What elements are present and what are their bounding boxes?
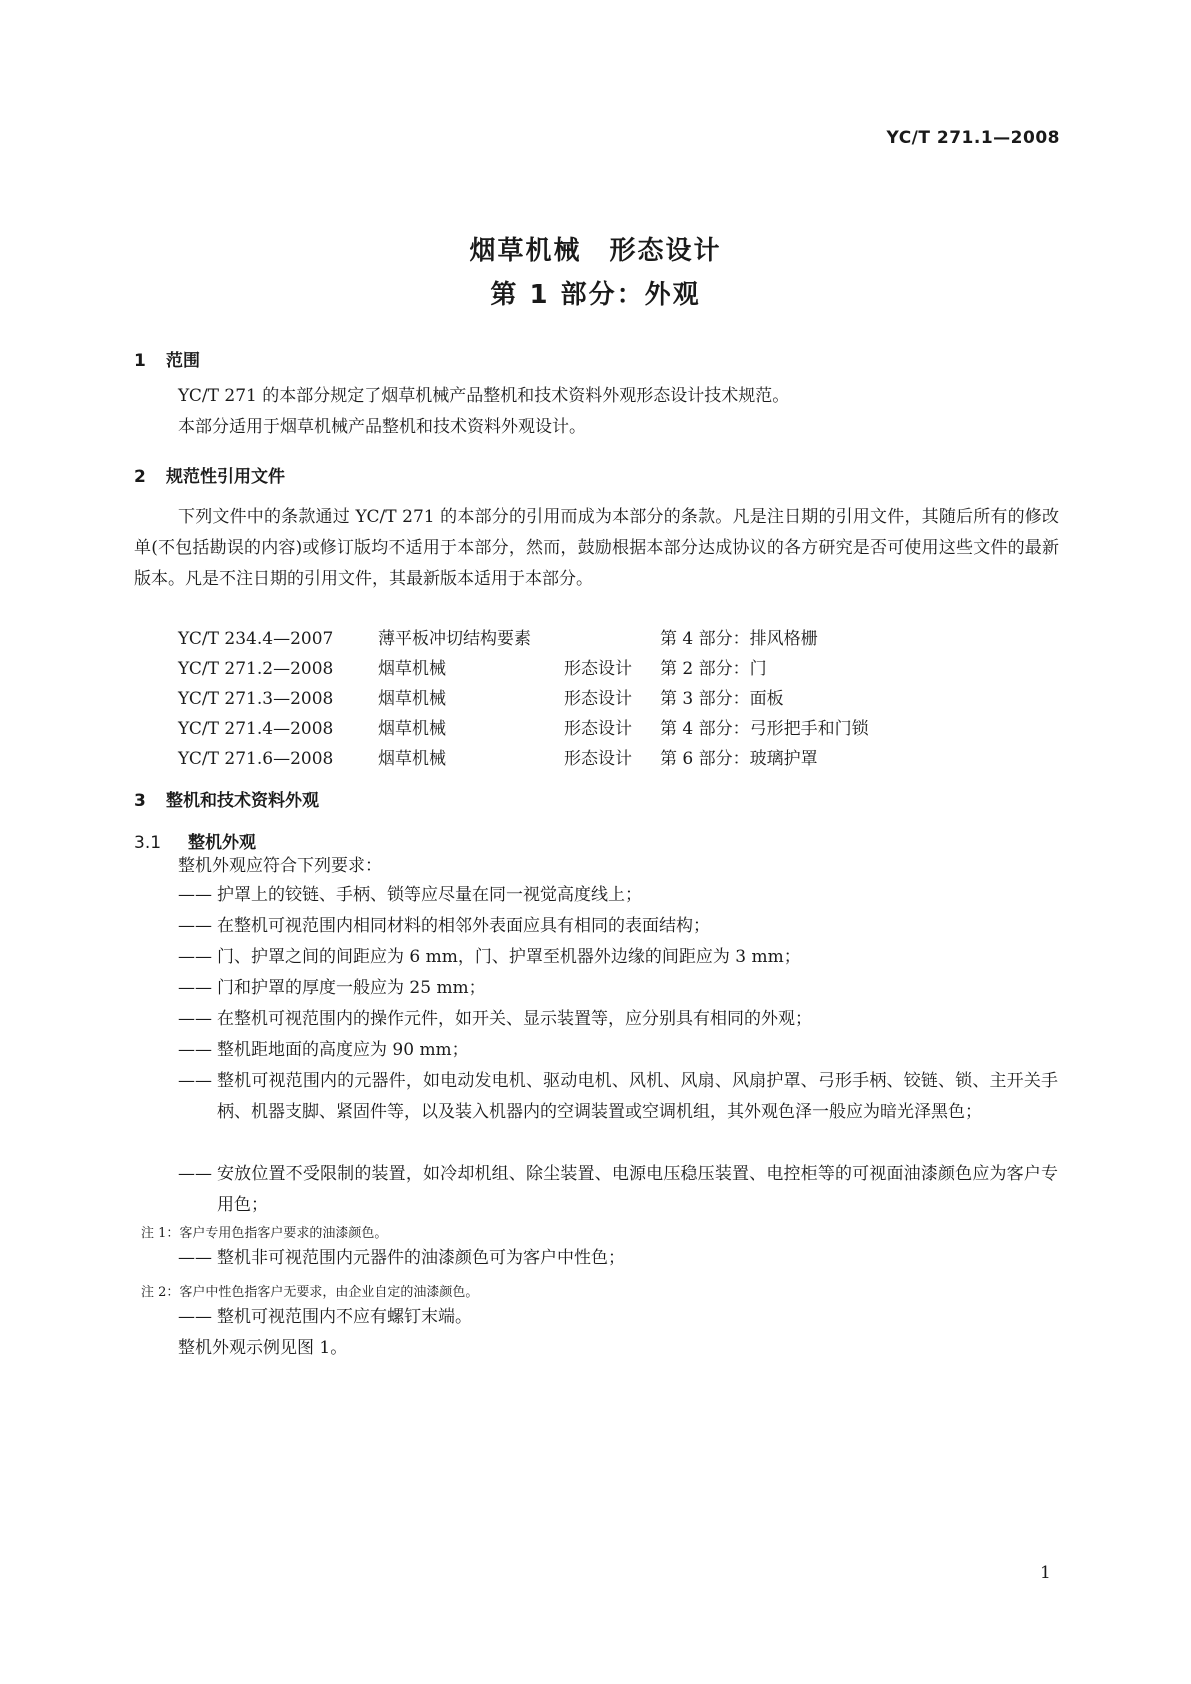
list-item: [178, 1159, 1058, 1221]
reference-line: [178, 624, 818, 649]
reference-code: YC/T 234.4—2007: [178, 629, 334, 649]
list-item: [178, 911, 1058, 942]
subsection-number: 3.1: [134, 833, 162, 853]
section-title: 规范性引用文件: [166, 467, 285, 487]
list-item: [178, 973, 1058, 1004]
dash-marker: ——: [178, 947, 212, 967]
reference-part: 第 4 部分：弓形把手和门锁: [660, 719, 869, 739]
reference-line: [178, 654, 767, 679]
reference-title: 烟草机械: [378, 689, 446, 709]
reference-line: [178, 714, 869, 739]
dash-marker: ——: [178, 1009, 212, 1029]
list-item-text: 在整机可视范围内的操作元件，如开关、显示装置等，应分别具有相同的外观；: [217, 1009, 812, 1029]
list-item: [178, 942, 1058, 973]
list-item: [178, 1004, 1058, 1035]
reference-part: 第 2 部分：门: [660, 659, 767, 679]
list-item-text: 整机距地面的高度应为 90 mm；: [217, 1040, 469, 1060]
reference-part: 第 4 部分：排风格栅: [660, 629, 818, 649]
reference-subtitle: 形态设计: [564, 719, 632, 739]
dash-marker: ——: [178, 978, 212, 998]
scope-paragraph-2: 本部分适用于烟草机械产品整机和技术资料外观设计。: [178, 417, 586, 437]
reference-code: YC/T 271.3—2008: [178, 689, 334, 709]
section-number: 1: [134, 351, 146, 371]
section-2-heading: [134, 462, 285, 487]
dash-marker: ——: [178, 1248, 212, 1268]
reference-title: 薄平板冲切结构要素: [378, 629, 531, 649]
section-number: 3: [134, 791, 146, 811]
list-item: [178, 1035, 1058, 1066]
list-item-text: 门和护罩的厚度一般应为 25 mm；: [217, 978, 486, 998]
reference-subtitle: 形态设计: [564, 659, 632, 679]
reference-code: YC/T 271.2—2008: [178, 659, 334, 679]
list-item-text: 整机可视范围内不应有螺钉末端。: [217, 1307, 472, 1327]
document-subtitle: 第 1 部分：外观: [490, 280, 701, 310]
reference-code: YC/T 271.4—2008: [178, 719, 334, 739]
standard-code: YC/T 271.1—2008: [886, 128, 1060, 148]
dash-marker: ——: [178, 916, 212, 936]
reference-title: 烟草机械: [378, 719, 446, 739]
dash-marker: ——: [178, 1071, 212, 1091]
section-title: 整机和技术资料外观: [166, 791, 319, 811]
reference-title: 烟草机械: [378, 749, 446, 769]
dash-marker: ——: [178, 885, 212, 905]
scope-paragraph-1: YC/T 271 的本部分规定了烟草机械产品整机和技术资料外观形态设计技术规范。: [178, 386, 790, 406]
requirements-lead: 整机外观应符合下列要求：: [178, 856, 382, 876]
list-item-text: 整机非可视范围内元器件的油漆颜色可为客户中性色；: [217, 1248, 625, 1268]
section-1-heading: [134, 346, 200, 371]
list-item-text: 门、护罩之间的间距应为 6 mm，门、护罩至机器外边缘的间距应为 3 mm；: [217, 947, 801, 967]
list-item: [178, 1243, 1058, 1274]
note-2: 注 2：客户中性色指客户无要求，由企业自定的油漆颜色。: [141, 1285, 479, 1300]
list-item-text: 整机可视范围内的元器件，如电动发电机、驱动电机、风机、风扇、风扇护罩、弓形手柄、铰链、锁、主开关手柄、机器支脚、紧固件等，以及装入机器内的空调装置或空调机组，其外观色泽一般应为暗光泽黑色；: [217, 1071, 1058, 1122]
reference-line: [178, 684, 784, 709]
dash-marker: ——: [178, 1307, 212, 1327]
document-title: 烟草机械 形态设计: [469, 236, 722, 266]
reference-part: 第 6 部分：玻璃护罩: [660, 749, 818, 769]
figure-reference: 整机外观示例见图 1。: [178, 1338, 348, 1358]
section-title: 范围: [166, 351, 200, 371]
reference-subtitle: 形态设计: [564, 689, 632, 709]
section-number: 2: [134, 467, 146, 487]
list-item: [178, 1066, 1058, 1128]
reference-subtitle: 形态设计: [564, 749, 632, 769]
note-1: 注 1：客户专用色指客户要求的油漆颜色。: [141, 1226, 388, 1241]
subsection-3-1-heading: [134, 828, 256, 853]
reference-title: 烟草机械: [378, 659, 446, 679]
references-intro: 下列文件中的条款通过 YC/T 271 的本部分的引用而成为本部分的条款。凡是注日期的引用文件，其随后所有的修改单(不包括勘误的内容)或修订版均不适用于本部分，然而，鼓励根据本部分达成协议的各方研究是否可使用这些文件的最新版本。凡是不注日期的引用文件，其最新版本适用于本部分。: [134, 507, 1059, 589]
list-item: [178, 880, 1058, 911]
list-item-text: 在整机可视范围内相同材料的相邻外表面应具有相同的表面结构；: [217, 916, 710, 936]
list-item-text: 安放位置不受限制的装置，如冷却机组、除尘装置、电源电压稳压装置、电控柜等的可视面油漆颜色应为客户专用色；: [217, 1164, 1058, 1215]
list-item-text: 护罩上的铰链、手柄、锁等应尽量在同一视觉高度线上；: [217, 885, 642, 905]
page-number: 1: [1040, 1563, 1051, 1583]
section-3-heading: [134, 786, 319, 811]
dash-marker: ——: [178, 1040, 212, 1060]
list-item: [178, 1302, 1058, 1333]
reference-code: YC/T 271.6—2008: [178, 749, 334, 769]
dash-marker: ——: [178, 1164, 212, 1184]
reference-line: [178, 744, 818, 769]
subsection-title: 整机外观: [188, 833, 256, 853]
reference-part: 第 3 部分：面板: [660, 689, 784, 709]
